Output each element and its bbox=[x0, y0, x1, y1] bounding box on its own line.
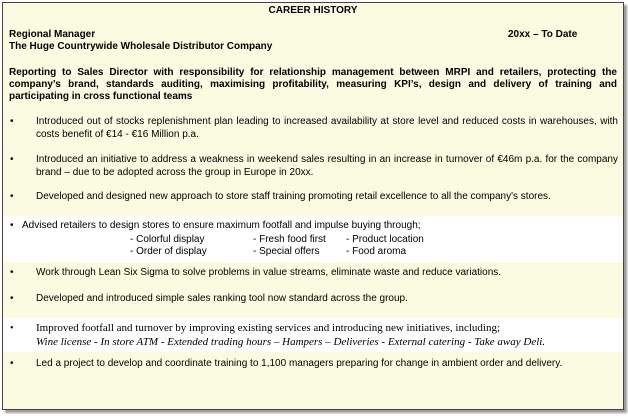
bullet-glyph: • bbox=[10, 358, 14, 369]
sub-item: - Colorful display bbox=[130, 234, 205, 245]
bullet-glyph: • bbox=[10, 220, 14, 231]
sub-item: - Food aroma bbox=[346, 246, 407, 257]
services-list: Wine license - In store ATM - Extended trading hours – Hampers – Deliveries - External catering - Take away Deli. bbox=[36, 336, 546, 348]
sub-item: - Fresh food first bbox=[253, 234, 326, 245]
bullet-glyph: • bbox=[10, 293, 14, 304]
job-title: Regional Manager bbox=[9, 29, 96, 40]
list-item-text: Improved footfall and turnover by improving existing services and introducing new initiatives, including; bbox=[36, 322, 501, 334]
sub-item: - Special offers bbox=[253, 246, 320, 257]
list-item-text: Work through Lean Six Sigma to solve problems in value streams, eliminate waste and reduce variations. bbox=[36, 267, 502, 278]
list-item-text: Introduced out of stocks replenishment plan leading to increased availability at store level and reduced costs in warehouses, with costs benefit of €14 - €16 Million p.a. bbox=[36, 116, 618, 140]
bullet-glyph: • bbox=[10, 116, 14, 127]
bullet-glyph: • bbox=[10, 191, 14, 202]
list-item-text: Introduced an initiative to address a weakness in weekend sales resulting in an increase in turnover of €46m p.a. for the company brand – due to be adopted across the group in Europe in 20xx. bbox=[36, 154, 618, 178]
list-item-text: Developed and introduced simple sales ranking tool now standard across the group. bbox=[36, 293, 408, 304]
bullet-glyph: • bbox=[10, 323, 14, 334]
sub-item: - Order of display bbox=[130, 246, 207, 257]
bullet-glyph: • bbox=[10, 154, 14, 165]
section-heading: CAREER HISTORY bbox=[268, 5, 358, 16]
list-item-text: Developed and designed new approach to store staff training promoting retail excellence to all the company's stores. bbox=[36, 191, 551, 202]
job-dates: 20xx – To Date bbox=[508, 29, 578, 40]
company-name: The Huge Countrywide Wholesale Distributor Company bbox=[9, 41, 273, 52]
services-block bbox=[3, 318, 623, 352]
role-summary: Reporting to Sales Director with responsibility for relationship management between MRPI and retailers, protecting the company’s brand, standards auditing, maximising profitability, measuring KPI’s, design and delivery of training and participating in cross functional teams bbox=[9, 67, 617, 102]
sub-item: - Product location bbox=[346, 234, 424, 245]
list-item-text: Led a project to develop and coordinate training to 1,100 managers preparing for change in ambient order and delivery. bbox=[36, 358, 563, 369]
list-item-text: Advised retailers to design stores to ensure maximum footfall and impulse buying through; bbox=[22, 220, 421, 231]
bullet-glyph: • bbox=[10, 267, 14, 278]
design-advice-block bbox=[3, 216, 623, 262]
career-history-box bbox=[2, 2, 624, 410]
